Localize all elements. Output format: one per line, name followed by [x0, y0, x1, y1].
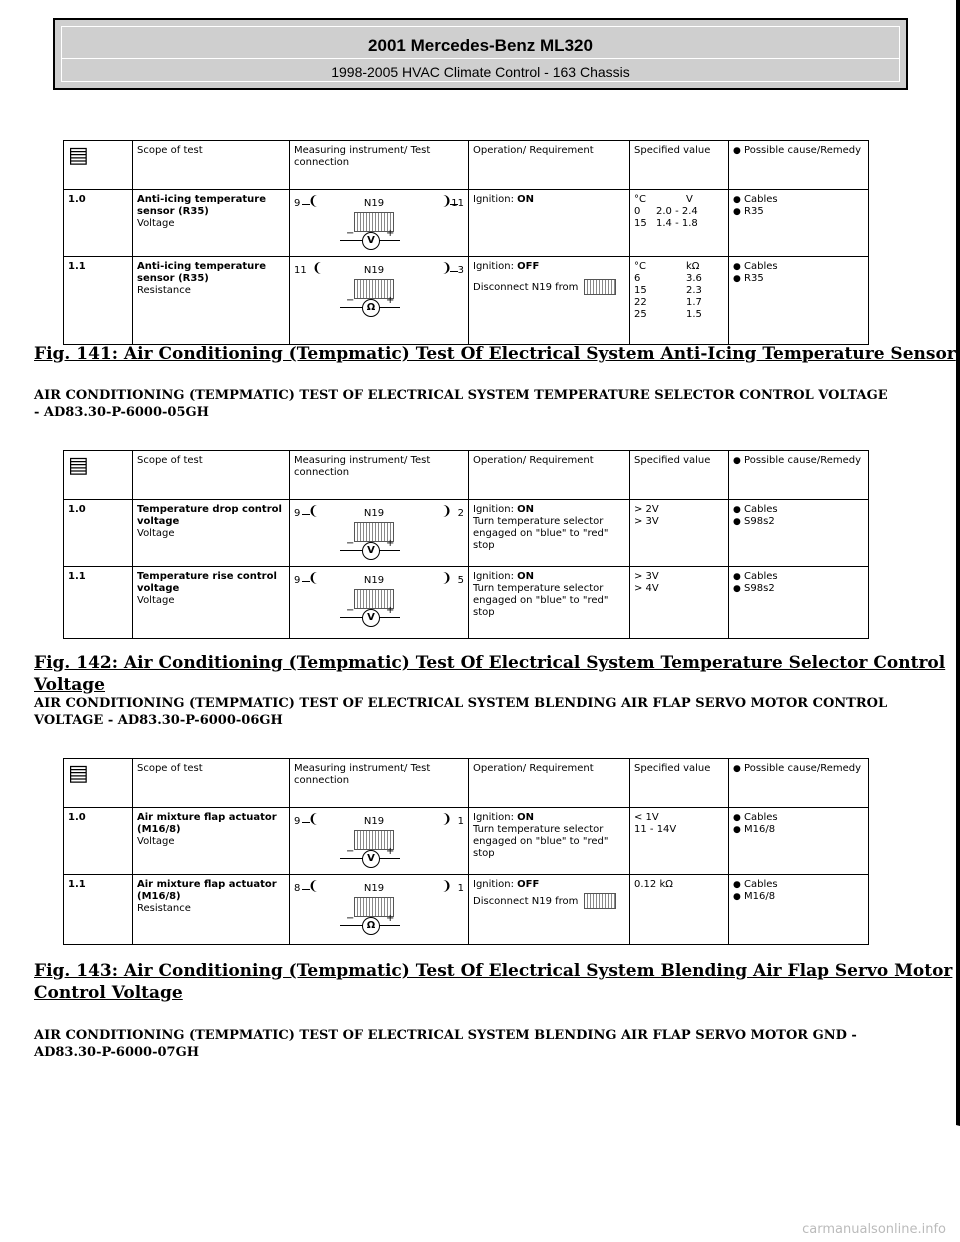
spec-key: 6: [634, 273, 641, 284]
row-operation: [469, 808, 630, 875]
row-operation: [469, 190, 630, 257]
row-instrument: [290, 257, 469, 345]
scope-title: Anti-icing temperature sensor (R35): [137, 194, 266, 217]
row-number: 1.0: [64, 190, 133, 257]
connector-label: N19: [363, 883, 385, 894]
spec-value: < 1V: [634, 812, 659, 823]
bullet-icon: ●: [733, 813, 741, 823]
figure-caption-141: Fig. 141: Air Conditioning (Tempmatic) Test Of Electrical System Anti-Icing Temperature Sensor: [34, 344, 956, 364]
op-extra: Disconnect N19 from: [473, 282, 579, 293]
header-cause: [729, 451, 869, 500]
header-operation: Operation/ Requirement: [469, 141, 630, 190]
row-cause: [729, 875, 869, 945]
bullet-icon: ●: [733, 207, 741, 217]
voltmeter-icon: V: [362, 609, 380, 627]
bullet-icon: ●: [733, 825, 741, 835]
test-instrument-icon: ▤: [68, 453, 89, 478]
row-operation: [469, 500, 630, 567]
section-heading: AIR CONDITIONING (TEMPMATIC) TEST OF ELECTRICAL SYSTEM TEMPERATURE SELECTOR CONTROL VOLTAGE - AD83.30-P-6000-05GH: [34, 388, 888, 420]
bracket-left: ❨: [308, 812, 319, 827]
op-label: Ignition:: [473, 504, 514, 515]
op-state: ON: [517, 504, 534, 515]
row-cause: [729, 500, 869, 567]
bracket-left: ❨: [312, 261, 323, 276]
spec-value: 1.7: [686, 297, 702, 308]
header-instrument: Measuring instrument/ Test connection: [290, 141, 469, 190]
connection-diagram: [294, 571, 464, 629]
cause-item: M16/8: [744, 824, 776, 835]
bullet-icon: ●: [733, 764, 741, 774]
spec-value: > 3V: [634, 516, 659, 527]
cause-item: Cables: [744, 879, 778, 890]
test-table-fig142: [63, 450, 869, 639]
connector-label: N19: [363, 198, 385, 209]
cause-item: R35: [744, 206, 764, 217]
header-cause-label: Possible cause/Remedy: [744, 145, 861, 156]
row-specified: [630, 257, 729, 345]
row-cause: [729, 567, 869, 639]
table-row: [64, 257, 869, 345]
pin-right: 1: [457, 883, 464, 894]
ohmmeter-icon: Ω: [362, 917, 380, 935]
header-scope: Scope of test: [133, 451, 290, 500]
scope-sub: Resistance: [137, 903, 191, 914]
row-operation: [469, 567, 630, 639]
row-specified: [630, 875, 729, 945]
header-cause: [729, 141, 869, 190]
scope-sub: Voltage: [137, 528, 175, 539]
connection-diagram: [294, 812, 464, 870]
header-operation: Operation/ Requirement: [469, 759, 630, 808]
connector-icon: [584, 279, 616, 295]
row-cause: [729, 257, 869, 345]
scope-title: Temperature drop control voltage: [137, 504, 282, 527]
cause-item: S98s2: [744, 516, 775, 527]
row-instrument: [290, 808, 469, 875]
bracket-left: ❨: [308, 194, 319, 209]
connector-label: N19: [363, 575, 385, 586]
connection-diagram: [294, 261, 464, 319]
connection-diagram: [294, 194, 464, 252]
op-extra: Turn temperature selector engaged on "blue" to "red" stop: [473, 516, 609, 551]
row-specified: [630, 190, 729, 257]
scope-sub: Voltage: [137, 595, 175, 606]
op-state: ON: [517, 812, 534, 823]
voltmeter-icon: V: [362, 232, 380, 250]
minus-icon: −: [346, 913, 355, 924]
pin-right: 1: [457, 816, 464, 827]
row-number: 1.0: [64, 500, 133, 567]
row-operation: [469, 875, 630, 945]
spec-value: 1.4 - 1.8: [656, 218, 698, 229]
bullet-icon: ●: [733, 892, 741, 902]
row-instrument: [290, 567, 469, 639]
table-row: [64, 190, 869, 257]
scope-title: Air mixture flap actuator (M16/8): [137, 879, 277, 902]
connector-label: N19: [363, 265, 385, 276]
header-instrument: Measuring instrument/ Test connection: [290, 759, 469, 808]
pin-right: 5: [457, 575, 464, 586]
connection-diagram: [294, 504, 464, 562]
section-heading: AIR CONDITIONING (TEMPMATIC) TEST OF ELECTRICAL SYSTEM BLENDING AIR FLAP SERVO MOTOR CONTROL VOLTAGE - AD83.30-P-6000-06GH: [34, 696, 888, 728]
header-operation: Operation/ Requirement: [469, 451, 630, 500]
spec-value: > 3V: [634, 571, 659, 582]
minus-icon: −: [346, 846, 355, 857]
bullet-icon: ●: [733, 572, 741, 582]
caption-line: Fig. 143: Air Conditioning (Tempmatic) Test Of Electrical System Blending Air Flap Servo Motor: [34, 961, 953, 981]
spec-key: 25: [634, 309, 647, 320]
spec-key: 22: [634, 297, 647, 308]
scope-title: Temperature rise control voltage: [137, 571, 277, 594]
spec-value: > 2V: [634, 504, 659, 515]
caption-line: Control Voltage: [34, 983, 183, 1003]
op-extra: Disconnect N19 from: [473, 896, 579, 907]
header-specified: Specified value: [630, 451, 729, 500]
header-subtitle: 1998-2005 HVAC Climate Control - 163 Chassis: [331, 64, 630, 80]
connector-icon: [584, 893, 616, 909]
spec-key: 15: [634, 218, 647, 229]
cause-item: M16/8: [744, 891, 776, 902]
pin-left: 11: [294, 265, 307, 276]
figure-caption-143: [34, 960, 952, 1004]
bracket-left: ❨: [308, 504, 319, 519]
spec-value: 11 - 14V: [634, 824, 677, 835]
op-label: Ignition:: [473, 879, 514, 890]
op-label: Ignition:: [473, 261, 514, 272]
header-specified: Specified value: [630, 141, 729, 190]
row-number: 1.0: [64, 808, 133, 875]
op-state: OFF: [517, 261, 540, 272]
op-extra: Turn temperature selector engaged on "blue" to "red" stop: [473, 824, 609, 859]
spec-value: > 4V: [634, 583, 659, 594]
cause-item: S98s2: [744, 583, 775, 594]
bracket-right: ❩: [441, 504, 452, 519]
spec-grid: [634, 194, 724, 230]
pin-left: 9: [294, 575, 301, 586]
cause-item: Cables: [744, 261, 778, 272]
bullet-icon: ●: [733, 584, 741, 594]
header-cause-label: Possible cause/Remedy: [744, 763, 861, 774]
test-instrument-icon: ▤: [68, 143, 89, 168]
minus-icon: −: [346, 228, 355, 239]
row-specified: [630, 567, 729, 639]
header-scope: Scope of test: [133, 141, 290, 190]
pin-left: 8: [294, 883, 301, 894]
row-number: 1.1: [64, 567, 133, 639]
spec-unit: kΩ: [686, 261, 700, 272]
bullet-icon: ●: [733, 195, 741, 205]
voltmeter-icon: V: [362, 850, 380, 868]
bullet-icon: ●: [733, 505, 741, 515]
bracket-right: ❩: [441, 261, 452, 276]
bullet-icon: ●: [733, 262, 741, 272]
row-scope: [133, 257, 290, 345]
op-label: Ignition:: [473, 571, 514, 582]
cause-item: Cables: [744, 194, 778, 205]
row-scope: [133, 567, 290, 639]
row-instrument: [290, 875, 469, 945]
bracket-right: ❩: [441, 879, 452, 894]
plus-icon: +: [386, 605, 395, 616]
bracket-right: ❩: [441, 194, 452, 209]
pin-right: 2: [457, 508, 464, 519]
spec-value: 1.5: [686, 309, 702, 320]
figure-caption-142: Fig. 142: Air Conditioning (Tempmatic) Test Of Electrical System Temperature Selector Control Voltage: [34, 653, 946, 695]
test-icon-cell: [64, 141, 133, 190]
table-row: [64, 567, 869, 639]
scope-title: Air mixture flap actuator (M16/8): [137, 812, 277, 835]
table-row: [64, 500, 869, 567]
row-scope: [133, 190, 290, 257]
section-heading: AIR CONDITIONING (TEMPMATIC) TEST OF ELECTRICAL SYSTEM BLENDING AIR FLAP SERVO MOTOR GND - AD83.30-P-6000-07GH: [34, 1028, 857, 1060]
header-divider: [61, 58, 900, 59]
plus-icon: +: [386, 846, 395, 857]
plus-icon: +: [386, 538, 395, 549]
bullet-icon: ●: [733, 517, 741, 527]
row-scope: [133, 500, 290, 567]
scope-sub: Voltage: [137, 836, 175, 847]
row-scope: [133, 808, 290, 875]
test-instrument-icon: ▤: [68, 761, 89, 786]
spec-value: 0.12 kΩ: [634, 879, 673, 890]
pin-left: 9: [294, 816, 301, 827]
scope-sub: Resistance: [137, 285, 191, 296]
header-cause-label: Possible cause/Remedy: [744, 455, 861, 466]
row-specified: [630, 808, 729, 875]
op-label: Ignition:: [473, 194, 514, 205]
op-state: ON: [517, 571, 534, 582]
op-state: OFF: [517, 879, 540, 890]
watermark: carmanualsonline.info: [802, 1222, 946, 1237]
spec-value: 2.0 - 2.4: [656, 206, 698, 217]
table-header-row: [64, 451, 869, 500]
row-scope: [133, 875, 290, 945]
spec-value: 3.6: [686, 273, 702, 284]
minus-icon: −: [346, 605, 355, 616]
row-instrument: [290, 190, 469, 257]
bracket-left: ❨: [308, 879, 319, 894]
header-title: 2001 Mercedes-Benz ML320: [368, 36, 593, 55]
row-cause: [729, 808, 869, 875]
spec-grid: [634, 261, 724, 321]
row-instrument: [290, 500, 469, 567]
pin-right: 3: [457, 265, 464, 276]
header-instrument: Measuring instrument/ Test connection: [290, 451, 469, 500]
minus-icon: −: [346, 295, 355, 306]
row-operation: [469, 257, 630, 345]
spec-key: 0: [634, 206, 641, 217]
plus-icon: +: [386, 228, 395, 239]
minus-icon: −: [346, 538, 355, 549]
test-icon-cell: [64, 451, 133, 500]
table-header-row: [64, 141, 869, 190]
op-extra: Turn temperature selector engaged on "blue" to "red" stop: [473, 583, 609, 618]
row-cause: [729, 190, 869, 257]
cause-item: Cables: [744, 504, 778, 515]
op-label: Ignition:: [473, 812, 514, 823]
row-number: 1.1: [64, 875, 133, 945]
scope-title: Anti-icing temperature sensor (R35): [137, 261, 266, 284]
scope-sub: Voltage: [137, 218, 175, 229]
voltmeter-icon: V: [362, 542, 380, 560]
header-specified: Specified value: [630, 759, 729, 808]
row-specified: [630, 500, 729, 567]
test-table-fig143: [63, 758, 869, 945]
spec-unit: °C: [634, 194, 646, 205]
bullet-icon: ●: [733, 456, 741, 466]
table-header-row: [64, 759, 869, 808]
spec-value: 2.3: [686, 285, 702, 296]
header-cause: [729, 759, 869, 808]
op-state: ON: [517, 194, 534, 205]
plus-icon: +: [386, 295, 395, 306]
pin-left: 9: [294, 508, 301, 519]
bullet-icon: ●: [733, 146, 741, 156]
connector-label: N19: [363, 816, 385, 827]
spec-unit: °C: [634, 261, 646, 272]
table-row: [64, 875, 869, 945]
cause-item: R35: [744, 273, 764, 284]
plus-icon: +: [386, 913, 395, 924]
spec-unit: V: [686, 194, 693, 205]
ohmmeter-icon: Ω: [362, 299, 380, 317]
connection-diagram: [294, 879, 464, 937]
bracket-right: ❩: [441, 812, 452, 827]
table-row: [64, 808, 869, 875]
spec-key: 15: [634, 285, 647, 296]
bracket-right: ❩: [441, 571, 452, 586]
document-header: [53, 18, 908, 90]
bullet-icon: ●: [733, 274, 741, 284]
cause-item: Cables: [744, 571, 778, 582]
connector-label: N19: [363, 508, 385, 519]
row-number: 1.1: [64, 257, 133, 345]
pin-right: 11: [451, 198, 464, 209]
bracket-left: ❨: [308, 571, 319, 586]
test-icon-cell: [64, 759, 133, 808]
cause-item: Cables: [744, 812, 778, 823]
header-scope: Scope of test: [133, 759, 290, 808]
pin-left: 9: [294, 198, 301, 209]
bullet-icon: ●: [733, 880, 741, 890]
test-table-fig141: [63, 140, 869, 345]
